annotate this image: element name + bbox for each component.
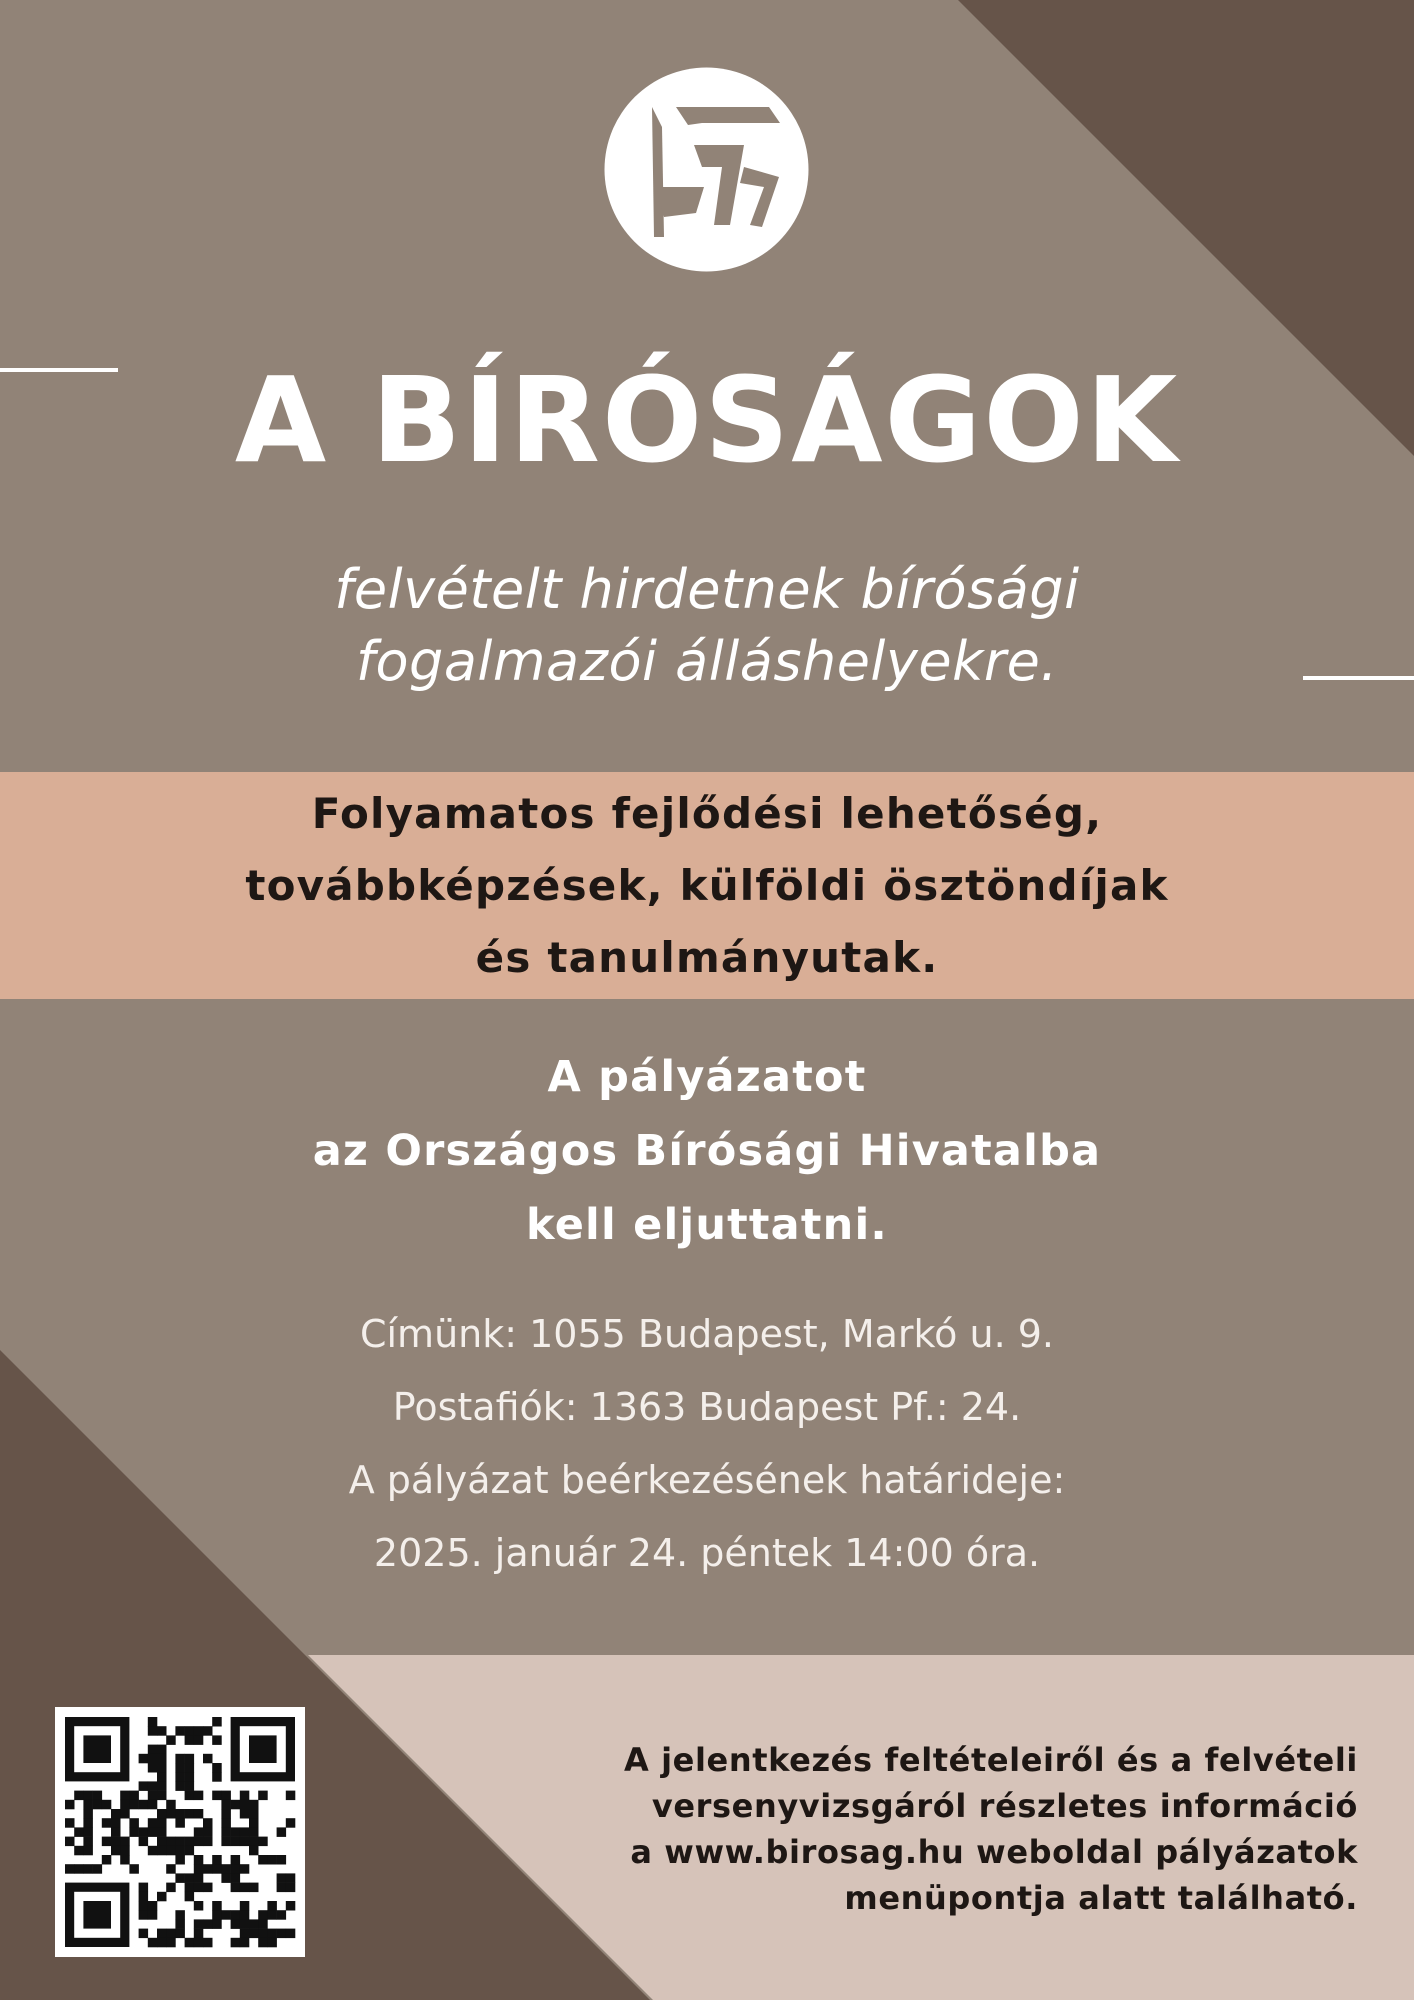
info-line: a www.birosag.hu weboldal pályázatok — [630, 1833, 1358, 1871]
application-line: az Országos Bírósági Hivatalba — [312, 1126, 1102, 1176]
court-logo-icon — [604, 67, 809, 272]
subtitle-line: felvételt hirdetnek bírósági — [334, 558, 1080, 621]
contact-deadline-date: 2025. január 24. péntek 14:00 óra. — [373, 1531, 1041, 1575]
subtitle-line: fogalmazói álláshelyekre. — [356, 630, 1058, 693]
application-line: kell eljuttatni. — [526, 1200, 888, 1250]
qr-code-icon[interactable] — [55, 1707, 305, 1957]
info-line: versenyvizsgáról részletes információ — [651, 1787, 1358, 1825]
highlight-text — [0, 778, 1414, 994]
contact-address: Címünk: 1055 Budapest, Markó u. 9. — [359, 1312, 1055, 1356]
contact-details — [0, 1298, 1414, 1590]
highlight-line: továbbképzések, külföldi ösztöndíjak — [245, 861, 1169, 910]
decorative-rule-right — [1303, 676, 1414, 680]
application-line: A pályázatot — [547, 1052, 867, 1102]
application-notice — [0, 1040, 1414, 1262]
poster-subtitle — [157, 554, 1257, 698]
poster-title: A BÍRÓSÁGOK — [234, 351, 1180, 489]
info-line: menüpontja alatt található. — [844, 1879, 1358, 1917]
info-line: A jelentkezés feltételeiről és a felvételi — [624, 1741, 1358, 1779]
contact-po-box: Postafiók: 1363 Budapest Pf.: 24. — [392, 1385, 1022, 1429]
highlight-line: és tanulmányutak. — [475, 933, 939, 982]
highlight-line: Folyamatos fejlődési lehetőség, — [311, 789, 1103, 838]
info-text — [458, 1737, 1358, 1921]
contact-deadline-label: A pályázat beérkezésének határideje: — [348, 1458, 1066, 1502]
